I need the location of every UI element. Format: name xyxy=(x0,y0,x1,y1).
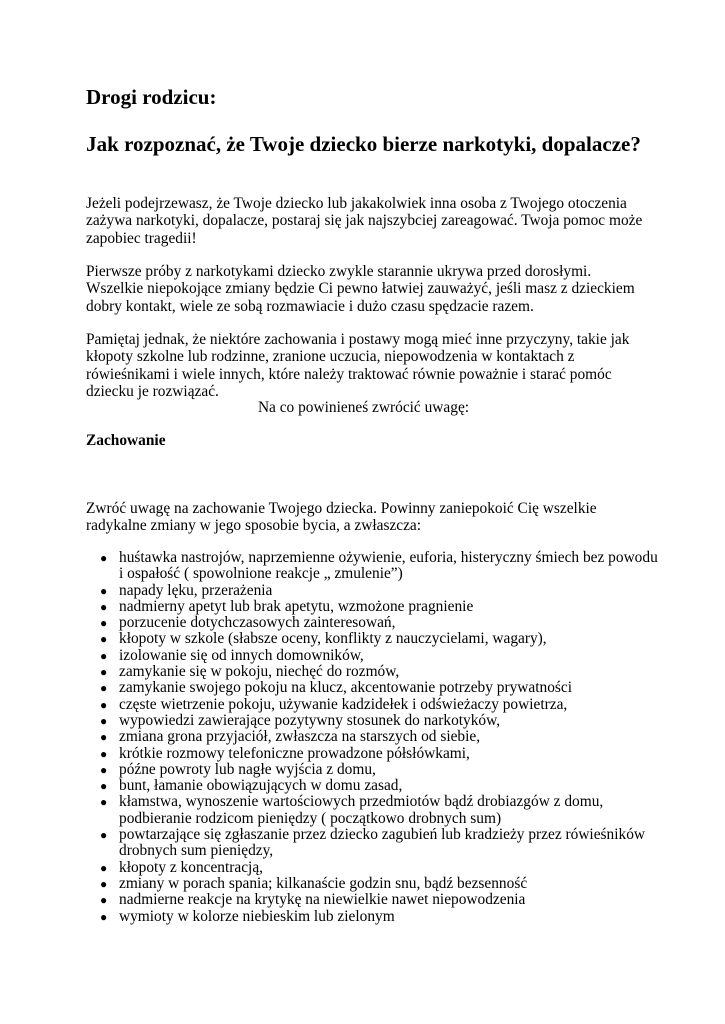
list-item-text: napady lęku, przerażenia xyxy=(119,581,273,599)
list-item-text: zmiana grona przyjaciół, zwłaszcza na starszych od siebie, xyxy=(119,728,481,746)
list-item-text: izolowanie się od innych domowników, xyxy=(119,646,364,664)
intro-paragraph: Jeżeli podejrzewasz, że Twoje dziecko lub jakakolwiek inna osoba z Twojego otoczenia zażywa narkotyki, dopalacze, postaraj się jak najszybciej zareagować. Twoja pomoc może zapobiec tragedii! xyxy=(86,195,643,247)
bullet-icon: ● xyxy=(100,909,108,924)
bullet-icon: ● xyxy=(100,713,108,728)
bullet-icon: ● xyxy=(100,648,108,663)
bullet-icon: ● xyxy=(100,828,108,843)
bullet-icon: ● xyxy=(100,583,108,598)
list-item xyxy=(100,615,660,631)
third-paragraph: Pamiętaj jednak, że niektóre zachowania i postawy mogą mieć inne przyczyny, takie jak kłopoty szkolne lub rodzinne, zranione uczucia, niepowodzenia w kontaktach z rówieśnikami i wiele innych, które należy traktować równie poważnie i starać pomóc dziecku je rozwiązać. xyxy=(86,331,630,401)
section-heading-behaviour: Zachowanie xyxy=(86,432,166,449)
list-item xyxy=(100,909,660,925)
bullet-icon: ● xyxy=(100,697,108,712)
bullet-icon: ● xyxy=(100,665,108,680)
list-item-text: kłamstwa, wynoszenie wartościowych przedmiotów bądź drobiazgów z domu, podbieranie rodzicom pieniędzy ( początkowo drobnych sum) xyxy=(119,793,604,827)
greeting-heading: Drogi rodzicu: xyxy=(86,85,217,109)
list-item xyxy=(100,778,660,794)
list-item xyxy=(100,599,660,615)
bullet-icon: ● xyxy=(100,893,108,908)
list-item xyxy=(100,892,660,908)
list-item xyxy=(100,827,660,860)
bullet-icon: ● xyxy=(100,632,108,647)
bullet-icon: ● xyxy=(100,860,108,875)
list-item xyxy=(100,876,660,892)
list-item-text: krótkie rozmowy telefoniczne prowadzone półsłówkami, xyxy=(119,744,470,762)
list-item-text: częste wietrzenie pokoju, używanie kadzidełek i odświeżaczy powietrza, xyxy=(119,695,568,713)
list-item xyxy=(100,762,660,778)
list-item xyxy=(100,729,660,745)
list-item xyxy=(100,631,660,647)
list-item-text: wypowiedzi zawierające pozytywny stosunek do narkotyków, xyxy=(119,711,501,729)
list-item-text: zamykanie się w pokoju, niechęć do rozmów, xyxy=(119,663,400,681)
bullet-icon: ● xyxy=(100,779,108,794)
list-item xyxy=(100,550,660,583)
list-item-text: kłopoty z koncentracją, xyxy=(119,858,264,876)
bullet-icon: ● xyxy=(100,551,108,565)
list-item xyxy=(100,583,660,599)
list-item xyxy=(100,794,660,827)
list-item-text: zamykanie swojego pokoju na klucz, akcentowanie potrzeby prywatności xyxy=(119,679,573,697)
bullet-icon: ● xyxy=(100,730,108,745)
list-item-text: nadmierne reakcje na krytykę na niewielkie nawet niepowodzenia xyxy=(119,891,526,909)
list-item xyxy=(100,746,660,762)
list-item xyxy=(100,697,660,713)
list-item-text: huśtawka nastrojów, naprzemienne ożywienie, euforia, histeryczny śmiech bez powodu i ospałość ( spowolnione reakcje „ zmulenie”) xyxy=(119,549,658,583)
list-item-text: nadmierny apetyt lub brak apetytu, wzmożone pragnienie xyxy=(119,597,474,615)
list-item-text: wymioty w kolorze niebieskim lub zielonym xyxy=(119,907,395,925)
list-item xyxy=(100,860,660,876)
document-title: Jak rozpoznać, że Twoje dziecko bierze narkotyki, dopalacze? xyxy=(86,132,641,156)
second-paragraph: Pierwsze próby z narkotykami dziecko zwykle starannie ukrywa przed dorosłymi. Wszelkie niepokojące zmiany będzie Ci pewno łatwiej zauważyć, jeśli masz z dzieckiem dobry kontakt, wiele ze sobą rozmawiacie i dużo czasu spędzacie razem. xyxy=(86,263,635,315)
bullet-icon: ● xyxy=(100,795,108,810)
symptom-list xyxy=(100,550,660,925)
bullet-icon: ● xyxy=(100,876,108,891)
list-item xyxy=(100,680,660,696)
list-item-text: późne powroty lub nagłe wyjścia z domu, xyxy=(119,760,376,778)
bullet-icon: ● xyxy=(100,616,108,631)
list-item-text: kłopoty w szkole (słabsze oceny, konflikty z nauczycielami, wagary), xyxy=(119,630,547,648)
list-item-text: powtarzające się zgłaszanie przez dziecko zagubień lub kradzieży przez rówieśników drobnych sum pieniędzy, xyxy=(119,826,646,860)
list-item-text: bunt, łamanie obowiązujących w domu zasad, xyxy=(119,777,403,795)
list-item xyxy=(100,713,660,729)
attention-heading: Na co powinieneś zwrócić uwagę: xyxy=(257,399,470,416)
bullet-icon: ● xyxy=(100,746,108,761)
bullet-icon: ● xyxy=(100,681,108,696)
section-intro: Zwróć uwagę na zachowanie Twojego dziecka. Powinny zaniepokoić Cię wszelkie radykalne zmiany w jego sposobie bycia, a zwłaszcza: xyxy=(86,500,597,535)
bullet-icon: ● xyxy=(100,599,108,614)
list-item xyxy=(100,664,660,680)
list-item-text: porzucenie dotychczasowych zainteresowań, xyxy=(119,614,396,632)
bullet-icon: ● xyxy=(100,762,108,777)
list-item-text: zmiany w porach spania; kilkanaście godzin snu, bądź bezsenność xyxy=(119,874,528,892)
list-item xyxy=(100,648,660,664)
